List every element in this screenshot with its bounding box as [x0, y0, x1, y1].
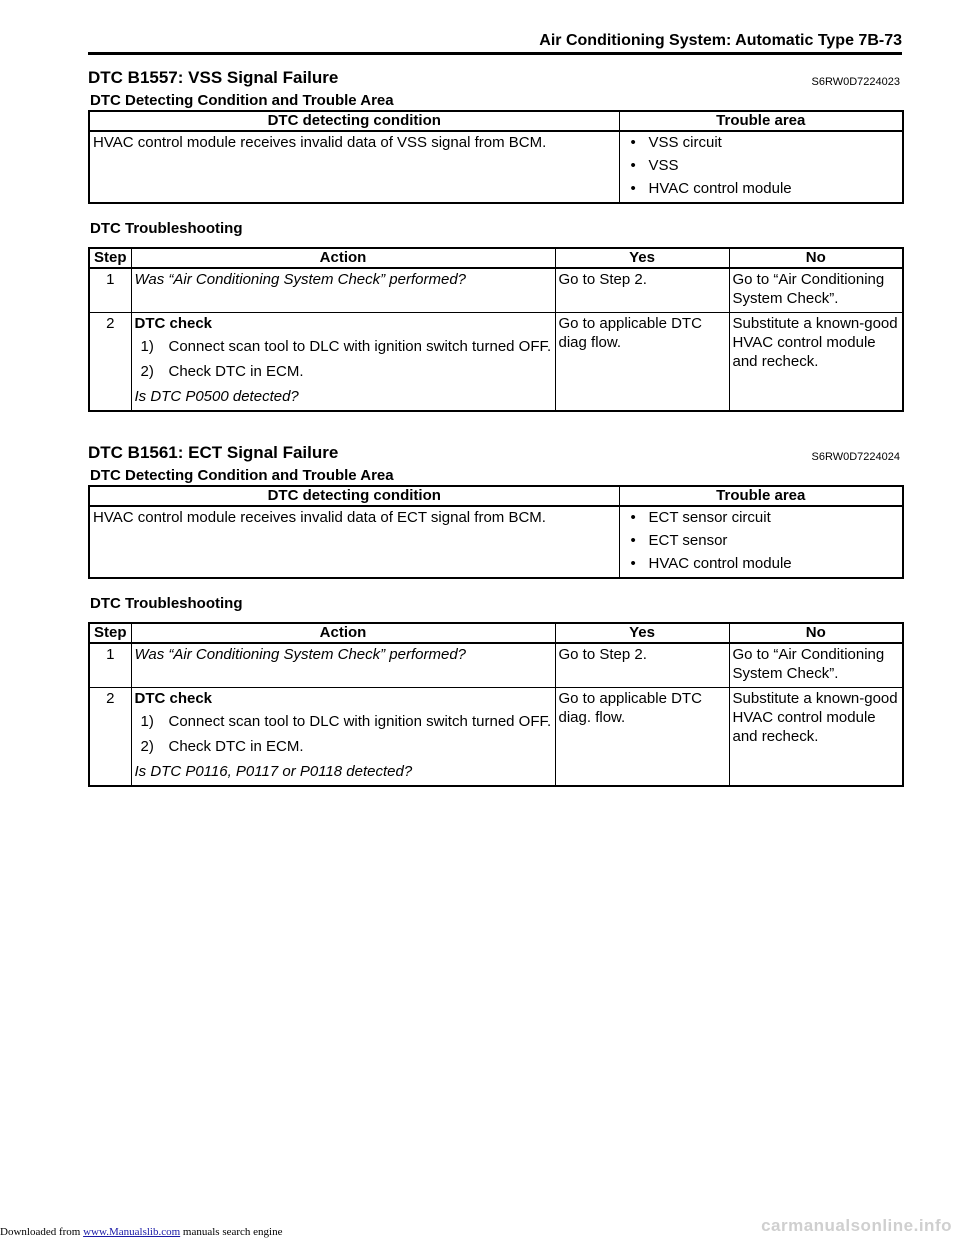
condition-heading: DTC Detecting Condition and Trouble Area	[90, 92, 394, 109]
action-cell	[131, 688, 555, 787]
footer-suffix: manuals search engine	[180, 1226, 283, 1238]
list-item: • ECT sensor circuit	[623, 508, 900, 527]
table-row	[89, 268, 903, 313]
header-action: Action	[131, 248, 555, 268]
header-yes: Yes	[555, 623, 729, 643]
sub-step-text: Check DTC in ECM.	[168, 363, 304, 380]
page-header-title: Air Conditioning System: Automatic Type 7B-73	[539, 32, 902, 49]
header-no: No	[729, 248, 903, 268]
condition-table	[88, 110, 904, 204]
yes-cell: Go to Step 2.	[555, 268, 729, 313]
list-item: • VSS circuit	[623, 133, 900, 152]
troubleshooting-table-header	[89, 248, 903, 268]
section-title: DTC B1557: VSS Signal Failure	[88, 68, 339, 87]
header-condition: DTC detecting condition	[89, 486, 619, 506]
action-cell: Was “Air Conditioning System Check” performed?	[131, 643, 555, 688]
section-dtc-b1557	[88, 66, 902, 412]
section-code: S6RW0D7224024	[811, 451, 900, 463]
condition-table	[88, 485, 904, 579]
action-cell	[131, 313, 555, 412]
sub-step-number: 2)	[140, 738, 154, 755]
yes-cell: Go to applicable DTC diag flow.	[555, 313, 729, 412]
step-number: 1	[89, 643, 131, 688]
list-item: • ECT sensor	[623, 531, 900, 550]
header-condition: DTC detecting condition	[89, 111, 619, 131]
section-dtc-b1561	[88, 441, 902, 787]
section-code: S6RW0D7224023	[811, 76, 900, 88]
header-step: Step	[89, 248, 131, 268]
list-item: • VSS	[623, 156, 900, 175]
sub-step	[141, 337, 552, 356]
sub-step	[141, 712, 552, 731]
condition-heading: DTC Detecting Condition and Trouble Area	[90, 467, 394, 484]
header-action: Action	[131, 623, 555, 643]
condition-table-header	[89, 486, 903, 506]
header-no: No	[729, 623, 903, 643]
troubleshooting-heading: DTC Troubleshooting	[90, 595, 243, 612]
condition-cell: HVAC control module receives invalid data of ECT signal from BCM.	[89, 506, 619, 578]
no-cell: Substitute a known-good HVAC control module and recheck.	[729, 313, 903, 412]
step-number: 1	[89, 268, 131, 313]
list-item: • HVAC control module	[623, 554, 900, 573]
sub-step-text: Check DTC in ECM.	[168, 738, 304, 755]
troubleshooting-heading: DTC Troubleshooting	[90, 220, 243, 237]
action-cell: Was “Air Conditioning System Check” performed?	[131, 268, 555, 313]
table-row	[89, 506, 903, 578]
action-question: Is DTC P0116, P0117 or P0118 detected?	[134, 763, 413, 780]
troubleshooting-table	[88, 247, 904, 412]
action-title: DTC check	[134, 315, 213, 332]
header-step: Step	[89, 623, 131, 643]
sub-step	[141, 737, 552, 756]
troubleshooting-table	[88, 622, 904, 787]
action-title: DTC check	[134, 690, 213, 707]
condition-cell: HVAC control module receives invalid data of VSS signal from BCM.	[89, 131, 619, 203]
no-cell: Go to “Air Conditioning System Check”.	[729, 643, 903, 688]
sub-step-number: 1)	[140, 713, 154, 730]
no-cell: Substitute a known-good HVAC control module and recheck.	[729, 688, 903, 787]
no-cell: Go to “Air Conditioning System Check”.	[729, 268, 903, 313]
table-row	[89, 643, 903, 688]
sub-step-number: 2)	[140, 363, 154, 380]
section-title: DTC B1561: ECT Signal Failure	[88, 443, 339, 462]
sub-step-number: 1)	[140, 338, 154, 355]
section-title-row	[88, 66, 902, 90]
table-row	[89, 688, 903, 787]
sub-step-text: Connect scan tool to DLC with ignition switch turned OFF.	[168, 713, 552, 730]
condition-table-header	[89, 111, 903, 131]
header-trouble-area: Trouble area	[619, 486, 903, 506]
header-rule	[88, 52, 902, 55]
step-number: 2	[89, 688, 131, 787]
yes-cell: Go to applicable DTC diag. flow.	[555, 688, 729, 787]
yes-cell: Go to Step 2.	[555, 643, 729, 688]
action-question: Is DTC P0500 detected?	[134, 388, 299, 405]
trouble-area-cell	[619, 131, 903, 203]
footer-prefix: Downloaded from	[0, 1226, 84, 1238]
sub-step-text: Connect scan tool to DLC with ignition switch turned OFF.	[168, 338, 552, 355]
table-row	[89, 313, 903, 412]
list-item: • HVAC control module	[623, 179, 900, 198]
manualslib-link[interactable]: www.Manualslib.com	[83, 1226, 181, 1238]
section-title-row	[88, 441, 902, 465]
step-number: 2	[89, 313, 131, 412]
sub-step	[141, 362, 552, 381]
watermark: carmanualsonline.info	[761, 1216, 952, 1235]
header-trouble-area: Trouble area	[619, 111, 903, 131]
table-row	[89, 131, 903, 203]
header-yes: Yes	[555, 248, 729, 268]
trouble-area-cell	[619, 506, 903, 578]
troubleshooting-table-header	[89, 623, 903, 643]
footer	[0, 1226, 282, 1238]
